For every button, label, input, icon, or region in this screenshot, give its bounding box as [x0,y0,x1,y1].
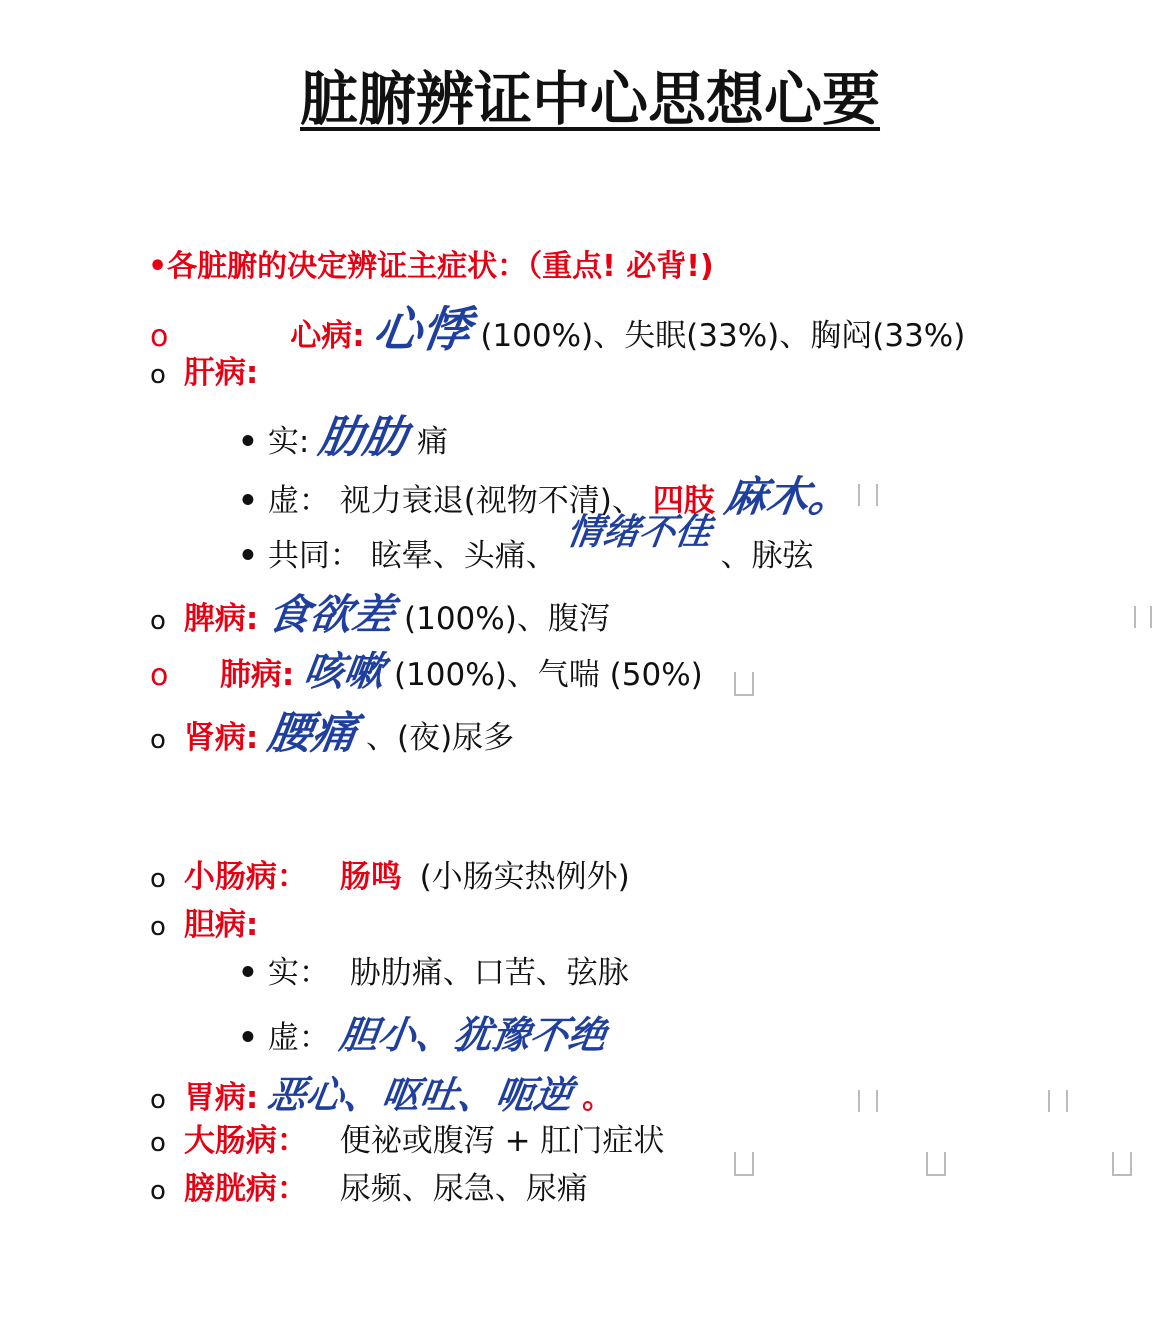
layout-mark [1112,1152,1132,1176]
layout-mark [926,1152,946,1176]
kidney-handwritten: 腰痛 [264,708,360,759]
stomach-dot: 。 [582,1080,613,1116]
liver-common-label: 共同： [267,538,361,574]
liver-common-handwritten: 情绪不佳 [563,511,714,553]
liver-shi-handwritten: 肋肋 [315,412,411,463]
section-heading: •各脏腑的决定辨证主症状：（重点! 必背!) [148,249,714,284]
kidney-text: 、(夜)尿多 [365,720,515,756]
gallbladder-xu-handwritten: 胆小、犹豫不绝 [336,1012,609,1057]
bullet: o [150,319,169,354]
lung-text: (100%)、气喘 (50%) [393,657,703,693]
spleen-label: 脾病: [183,601,259,637]
subbullet: • [238,483,258,519]
stomach-label: 胃病: [183,1080,259,1116]
layout-mark [1134,606,1152,628]
liver-xu-row [238,472,855,521]
gallbladder-xu-row [238,1012,609,1057]
bullet: o [150,1176,166,1206]
bullet: o [150,1128,166,1158]
bullet: o [150,360,166,390]
bladder-row [150,1171,588,1207]
heart-text: (100%)、失眠(33%)、胸闷(33%) [480,318,966,354]
liver-shi-label: 实: [267,424,310,460]
bladder-label: 膀胱病： [183,1171,308,1207]
subbullet: • [238,538,258,574]
kidney-row [150,708,515,759]
liver-xu-text: 视力衰退(视物不清)、 [339,483,643,519]
liver-shi-row [238,412,449,463]
lung-row [150,648,703,695]
kidney-label: 肾病: [183,720,259,756]
liver-common-row [238,511,814,574]
lung-handwritten: 咳嗽 [300,648,388,695]
gallbladder-shi-text: 胁肋痛、口苦、弦脉 [349,955,629,991]
gallbladder-xu-label: 虚： [267,1020,330,1056]
large-intestine-text: 便祕或腹泻 + 肛门症状 [339,1123,665,1159]
gallbladder-shi-row [238,955,629,991]
page-title: 脏腑辨证中心思想心要 [300,65,881,133]
bullet: o [150,864,166,894]
small-intestine-text: (小肠实热例外) [419,859,630,895]
heart-row [150,302,966,358]
layout-mark [1048,1090,1068,1112]
stomach-row [150,1072,613,1117]
liver-row [150,355,259,391]
spleen-handwritten: 食欲差 [264,590,398,639]
bladder-text: 尿频、尿急、尿痛 [339,1171,588,1207]
spleen-text: (100%)、腹泻 [404,601,610,637]
liver-xu-handwritten: 麻木。 [721,472,855,521]
liver-common-text1: 眩晕、头痛、 [370,538,557,574]
liver-xu-red: 四肢 [652,483,715,519]
layout-mark [858,1090,878,1112]
layout-mark [734,672,754,696]
gallbladder-shi-label: 实： [267,955,330,991]
bullet: o [150,1085,166,1115]
large-intestine-row [150,1123,665,1159]
subbullet: • [238,1020,258,1056]
subbullet: • [238,955,258,991]
liver-common-text2: 、脉弦 [720,538,814,574]
gallbladder-label: 胆病: [183,907,259,943]
gallbladder-row [150,907,259,943]
small-intestine-red: 肠鸣 [339,859,402,895]
stomach-handwritten: 恶心、呕吐、呃逆 [265,1072,576,1117]
layout-mark [734,1152,754,1176]
large-intestine-label: 大肠病： [183,1123,308,1159]
liver-label: 肝病: [183,355,259,391]
bullet: o [150,912,166,942]
bullet: o [150,658,169,693]
lung-label: 肺病: [219,657,295,693]
heart-label: 心病: [290,318,365,354]
spleen-row [150,590,610,639]
small-intestine-label: 小肠病： [183,859,308,895]
liver-shi-text: 痛 [417,424,449,460]
liver-xu-label: 虚： [267,483,330,519]
bullet: o [150,725,166,755]
subbullet: • [238,424,258,460]
bullet: o [150,606,166,636]
small-intestine-row [150,859,630,895]
heart-handwritten: 心悸 [370,302,475,358]
layout-mark [858,484,878,506]
